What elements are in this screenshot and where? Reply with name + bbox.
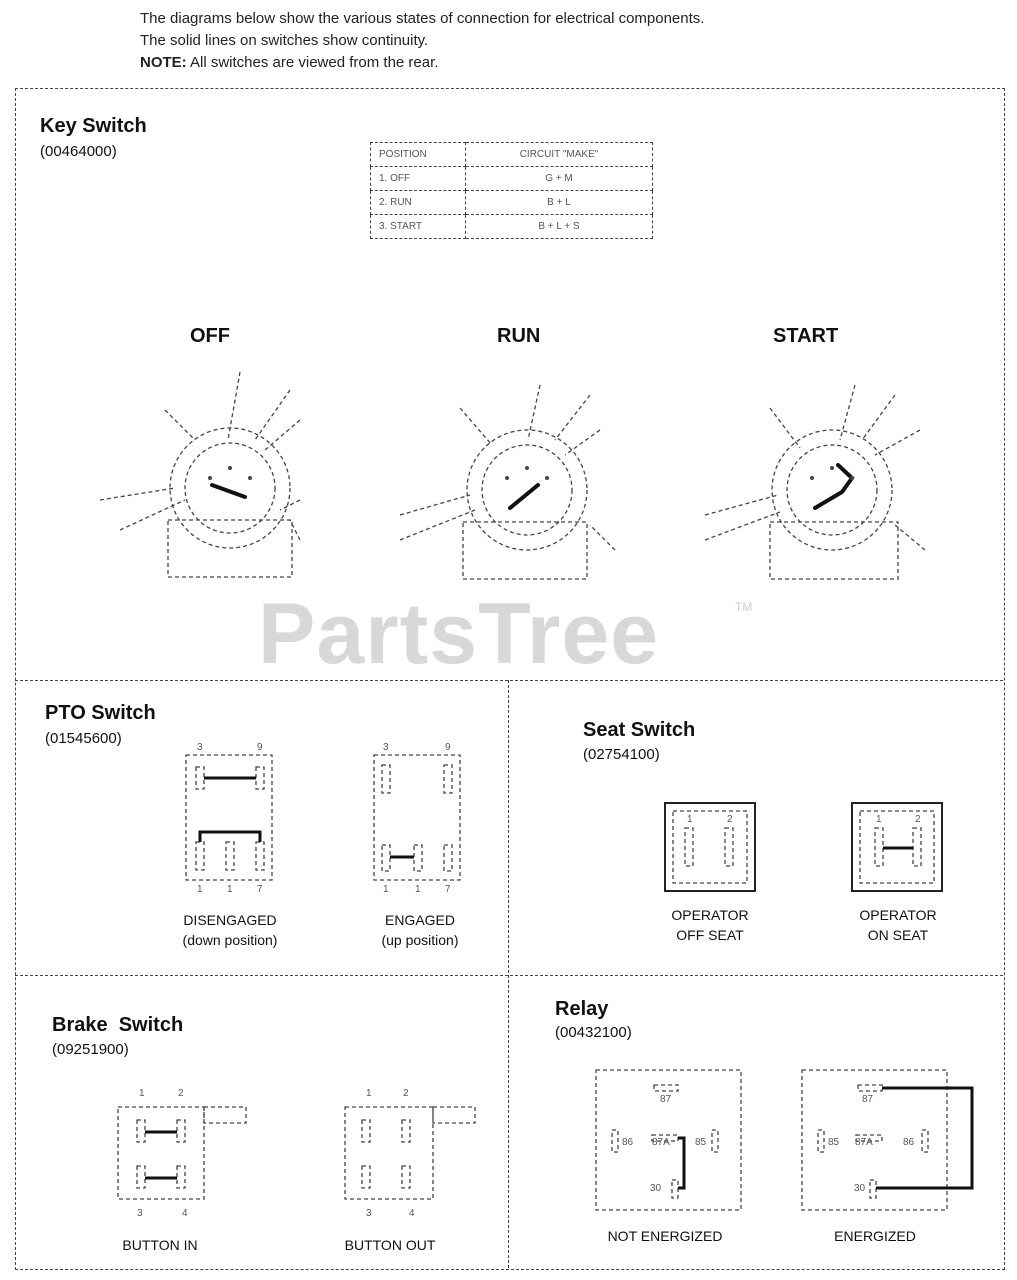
brake-in-caption: BUTTON IN (122, 1237, 198, 1253)
relay-terminal-label: 86 (622, 1137, 634, 1148)
pto-engaged-state: ENGAGED (384, 912, 455, 928)
seat-on-caption (828, 905, 968, 945)
pto-pin-label: 1 (383, 884, 389, 895)
table-cell: B + L + S (466, 215, 653, 239)
pto-pin-label: 1 (227, 884, 233, 895)
key-state-off-label: OFF (190, 325, 230, 347)
brake-switch-title: Brake Switch (52, 1014, 184, 1036)
pto-disengaged-position: (down position) (182, 932, 278, 948)
seat-switch-part-number: (02754100) (583, 746, 660, 763)
seat-off-caption (640, 905, 780, 945)
intro-line-1: The diagrams below show the various states of connection for electrical components. (140, 10, 705, 27)
pto-pin-label: 7 (257, 884, 263, 895)
relay-energized-link (876, 1088, 972, 1188)
key-switch-title: Key Switch (40, 115, 147, 137)
pto-switch-title: PTO Switch (45, 702, 156, 724)
brake-pin-label: 2 (178, 1088, 184, 1099)
note-text: All switches are viewed from the rear. (186, 54, 439, 71)
relay-terminal-label: 87 (862, 1094, 874, 1105)
seat-pin-label: 2 (727, 814, 733, 825)
pto-pin-label: 3 (197, 742, 203, 753)
relay-not-energized-link (678, 1138, 684, 1188)
pto-disengaged-diagram (186, 755, 272, 880)
pto-engaged-position: (up position) (381, 932, 459, 948)
brake-pin-label: 4 (409, 1208, 415, 1219)
off-continuity-line (212, 485, 245, 497)
relay-terminal-label: 87A (652, 1137, 670, 1148)
parts-tree-watermark: PartsTree (258, 586, 660, 682)
pto-pin-label: 1 (415, 884, 421, 895)
relay-terminal-label: 87A (855, 1137, 873, 1148)
pto-disengaged-state: DISENGAGED (183, 912, 277, 928)
relay-not-energized-caption: NOT ENERGIZED (607, 1228, 723, 1244)
key-switch-off-diagram (100, 372, 300, 577)
key-switch-start-diagram (705, 385, 925, 579)
start-continuity-line (815, 465, 852, 508)
pto-engaged-diagram (374, 755, 460, 880)
pto-engaged-caption (350, 910, 490, 950)
pto-pin-label: 7 (445, 884, 451, 895)
brake-switch-part-number: (09251900) (52, 1041, 129, 1058)
relay-terminal-label: 30 (650, 1183, 662, 1194)
trademark-mark: TM (735, 600, 753, 614)
seat-on-line1: OPERATOR (859, 907, 937, 923)
brake-pin-label: 1 (366, 1088, 372, 1099)
run-continuity-line (510, 485, 538, 508)
relay-terminal-label: 85 (828, 1137, 840, 1148)
seat-on-line2: ON SEAT (867, 927, 929, 943)
seat-off-line1: OPERATOR (671, 907, 749, 923)
brake-pin-label: 3 (366, 1208, 372, 1219)
seat-pin-label: 2 (915, 814, 921, 825)
key-switch-run-diagram (400, 385, 615, 579)
relay-terminal-label: 87 (660, 1094, 672, 1105)
relay-energized-caption: ENERGIZED (834, 1228, 916, 1244)
relay-terminal-label: 85 (695, 1137, 707, 1148)
pto-disengaged-caption (160, 910, 300, 950)
brake-out-caption: BUTTON OUT (344, 1237, 436, 1253)
brake-pin-label: 1 (139, 1088, 145, 1099)
relay-title: Relay (555, 998, 609, 1020)
seat-pin-label: 1 (687, 814, 693, 825)
pto-switch-part-number: (01545600) (45, 730, 122, 747)
table-header-position: POSITION (371, 143, 466, 167)
relay-terminal-label: 86 (903, 1137, 915, 1148)
intro-line-2: The solid lines on switches show continuity. (140, 32, 429, 49)
relay-terminal-label: 30 (854, 1183, 866, 1194)
relay-part-number: (00432100) (555, 1024, 632, 1041)
pto-disengaged-link-bottom (200, 832, 260, 842)
pto-pin-label: 3 (383, 742, 389, 753)
key-switch-part-number: (00464000) (40, 143, 117, 160)
brake-pin-label: 4 (182, 1208, 188, 1219)
brake-switch-diagrams (118, 1107, 475, 1199)
table-cell: B + L (466, 191, 653, 215)
pto-pin-label: 9 (445, 742, 451, 753)
brake-pin-label: 3 (137, 1208, 143, 1219)
seat-pin-label: 1 (876, 814, 882, 825)
key-state-start-label: START (773, 325, 839, 347)
table-cell: G + M (466, 167, 653, 191)
pto-pin-label: 1 (197, 884, 203, 895)
note-label: NOTE: (140, 54, 187, 71)
pto-pin-label: 9 (257, 742, 263, 753)
table-cell: 2. RUN (371, 191, 466, 215)
table-cell: 1. OFF (371, 167, 466, 191)
seat-switch-title: Seat Switch (583, 719, 696, 741)
table-header-circuit: CIRCUIT "MAKE" (466, 143, 653, 167)
key-state-run-label: RUN (497, 325, 541, 347)
seat-off-line2: OFF SEAT (676, 927, 744, 943)
brake-pin-label: 2 (403, 1088, 409, 1099)
table-cell: 3. START (371, 215, 466, 239)
